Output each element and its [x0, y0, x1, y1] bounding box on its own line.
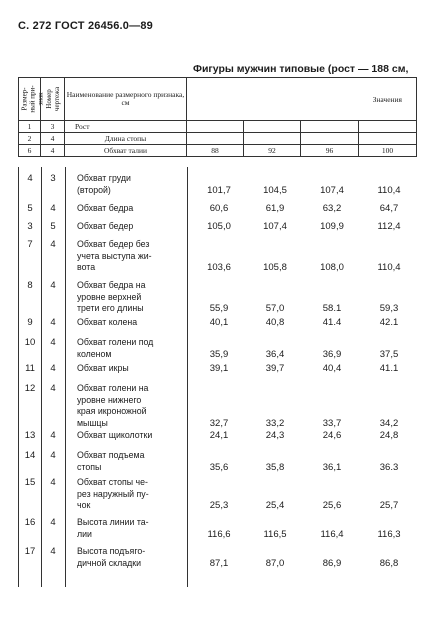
row-value: 107,4 [263, 221, 287, 232]
row-feature-name-line: Обхват бедер без [77, 239, 150, 249]
row-value: 34,2 [379, 417, 399, 429]
row-feature-name-line: трети его длины [77, 303, 144, 313]
row-value: 59,3 [379, 303, 399, 314]
row-feature-name-line: уровне нижнего [77, 394, 142, 405]
sub-row-name: Обхват талии [65, 145, 187, 157]
row-value: 35,8 [265, 461, 285, 473]
row-feature-name-line: (второй) [77, 184, 111, 195]
row-value: 33,7 [322, 417, 342, 429]
row-value: 41.1 [379, 363, 399, 374]
sub-row-waist [19, 145, 417, 157]
row-feature-name-line: рез наружный пу- [77, 488, 149, 499]
row-number: 7 [27, 239, 33, 250]
row-value: 41.4 [322, 317, 342, 328]
col-header-drawing-no: Номер чертежа [41, 78, 65, 121]
row-feature-name-line: Обхват стопы че- [77, 477, 148, 487]
row-drawing-number: 4 [50, 239, 56, 250]
row-value: 112,4 [377, 221, 401, 232]
row-number: 17 [24, 546, 36, 557]
row-feature-name-line: Обхват икры [77, 363, 129, 373]
row-number: 12 [24, 383, 36, 394]
row-value: 103,6 [207, 262, 231, 273]
row-feature-name [77, 317, 185, 329]
row-feature-name [77, 221, 185, 233]
row-value: 24,6 [322, 430, 342, 441]
row-number: 9 [27, 317, 33, 328]
row-value: 116,5 [263, 528, 287, 540]
row-value: 116,3 [377, 528, 401, 540]
row-value: 60,6 [209, 203, 229, 214]
row-drawing-number: 4 [50, 430, 56, 441]
row-number: 16 [24, 517, 36, 528]
row-value: 40,8 [265, 317, 285, 328]
row-number: 4 [27, 173, 33, 184]
row-value: 58.1 [322, 303, 342, 314]
row-feature-name-line: вота [77, 262, 96, 272]
row-value: 42.1 [379, 317, 399, 328]
row-drawing-number: 4 [50, 383, 56, 394]
col-header-values: Значения [187, 78, 417, 121]
waist-value: 92 [244, 145, 301, 157]
row-feature-name-line: Высота линии та- [77, 517, 149, 527]
row-feature-name-line: лии [77, 528, 92, 539]
row-feature-name-line: Высота подъяго- [77, 546, 146, 556]
table-caption: Фигуры мужчин типовые (рост — 188 см, [193, 63, 409, 75]
row-number: 8 [27, 280, 33, 291]
row-feature-name-line: учета выступа жи- [77, 250, 152, 261]
row-feature-name-line: Обхват бедра на [77, 280, 146, 290]
row-feature-name [77, 477, 185, 512]
row-number: 13 [24, 430, 36, 441]
row-value: 64,7 [379, 203, 399, 214]
row-feature-name-line: коленом [77, 348, 112, 359]
row-value: 61,9 [265, 203, 285, 214]
row-value: 116,6 [207, 528, 231, 540]
row-feature-name [77, 173, 185, 196]
col-header-name: Наименование размерного признака, см [65, 78, 187, 121]
row-value: 57,0 [265, 303, 285, 314]
row-feature-name-line: стопы [77, 461, 102, 472]
row-drawing-number: 4 [50, 517, 56, 528]
row-drawing-number: 3 [50, 173, 56, 184]
row-feature-name [77, 383, 185, 429]
row-value: 86,9 [322, 557, 342, 569]
row-drawing-number: 4 [50, 317, 56, 328]
row-value: 35,9 [209, 348, 229, 360]
row-value: 105,0 [207, 221, 231, 232]
sub-row-num: 1 [19, 121, 41, 133]
row-value: 33,2 [265, 417, 285, 429]
row-drawing-number: 4 [50, 450, 56, 461]
sub-row-drawing: 3 [41, 121, 65, 133]
row-feature-name [77, 517, 185, 540]
sub-row-name: Рост [65, 121, 187, 133]
row-value: 32,7 [209, 417, 229, 429]
row-value: 40,1 [209, 317, 229, 328]
row-number: 15 [24, 477, 36, 488]
row-value: 36,4 [265, 348, 285, 360]
row-drawing-number: 4 [50, 546, 56, 557]
row-feature-name [77, 430, 185, 442]
sub-row-num: 6 [19, 145, 41, 157]
row-value: 36,1 [322, 461, 342, 473]
column-divider [65, 167, 66, 587]
row-number: 11 [25, 363, 35, 374]
row-drawing-number: 4 [50, 337, 56, 348]
row-feature-name-line: Обхват щиколотки [77, 430, 153, 440]
row-value: 36,9 [322, 348, 342, 360]
row-value: 25,3 [209, 500, 229, 511]
row-value: 104,5 [263, 184, 287, 196]
row-feature-name [77, 280, 185, 315]
row-value: 37,5 [379, 348, 399, 360]
row-value: 87,0 [265, 557, 285, 569]
row-feature-name [77, 363, 185, 375]
row-feature-name-line: Обхват голени на [77, 383, 149, 393]
row-value: 87,1 [209, 557, 229, 569]
row-feature-name [77, 203, 185, 215]
row-number: 10 [24, 337, 36, 348]
row-value: 39,1 [209, 363, 229, 374]
row-value: 25,4 [265, 500, 285, 511]
table-body [18, 167, 417, 587]
row-value: 24,1 [209, 430, 229, 441]
row-value: 108,0 [320, 262, 344, 273]
waist-value: 100 [359, 145, 417, 157]
sub-row-foot-length [19, 133, 417, 145]
row-feature-name-line: Обхват подъема [77, 450, 145, 460]
sub-row-drawing: 4 [41, 145, 65, 157]
row-feature-name-line: края икроножной [77, 406, 147, 416]
row-value: 105,8 [263, 262, 287, 273]
row-feature-name [77, 239, 185, 274]
column-divider [187, 167, 188, 587]
row-feature-name-line: Обхват колена [77, 317, 138, 327]
row-value: 55,9 [209, 303, 229, 314]
row-value: 107,4 [320, 184, 344, 196]
row-drawing-number: 4 [50, 203, 56, 214]
row-value: 63,2 [322, 203, 342, 214]
row-value: 86,8 [379, 557, 399, 569]
row-feature-name [77, 546, 185, 569]
page-header: С. 272 ГОСТ 26456.0—89 [18, 20, 153, 32]
row-value: 24,3 [265, 430, 285, 441]
row-drawing-number: 5 [50, 221, 56, 232]
row-value: 110,4 [377, 262, 401, 273]
row-feature-name-line: мышцы [77, 417, 108, 428]
row-feature-name-line: Обхват голени под [77, 337, 154, 347]
row-feature-name-line: чок [77, 500, 91, 510]
row-value: 25,6 [322, 500, 342, 511]
row-value: 24,8 [379, 430, 399, 441]
row-drawing-number: 4 [50, 280, 56, 291]
sub-row-name: Длина стопы [65, 133, 187, 145]
row-value: 101,7 [207, 184, 231, 196]
row-feature-name-line: Обхват груди [77, 173, 131, 183]
row-number: 5 [27, 203, 33, 214]
row-feature-name-line: Обхват бедер [77, 221, 134, 231]
row-feature-name-line: дичной складки [77, 557, 142, 568]
col-header-size-no: Размер- ный при- знак [19, 78, 41, 121]
row-value: 25,7 [379, 500, 399, 511]
row-value: 39,7 [265, 363, 285, 374]
sub-row-num: 2 [19, 133, 41, 145]
row-feature-name-line: уровне верхней [77, 291, 142, 302]
row-number: 14 [24, 450, 36, 461]
sub-row-drawing: 4 [41, 133, 65, 145]
row-feature-name-line: Обхват бедра [77, 203, 134, 213]
row-value: 116,4 [320, 528, 344, 540]
row-value: 40,4 [322, 363, 342, 374]
waist-value: 96 [301, 145, 359, 157]
row-number: 3 [27, 221, 33, 232]
sub-row-height [19, 121, 417, 133]
table-header [18, 77, 417, 157]
row-value: 36.3 [379, 461, 399, 473]
row-feature-name [77, 450, 185, 473]
row-drawing-number: 4 [50, 363, 56, 374]
row-value: 35,6 [209, 461, 229, 473]
row-value: 109,9 [320, 221, 344, 232]
row-drawing-number: 4 [50, 477, 56, 488]
waist-value: 88 [187, 145, 244, 157]
row-feature-name [77, 337, 185, 360]
row-value: 110,4 [377, 184, 401, 196]
